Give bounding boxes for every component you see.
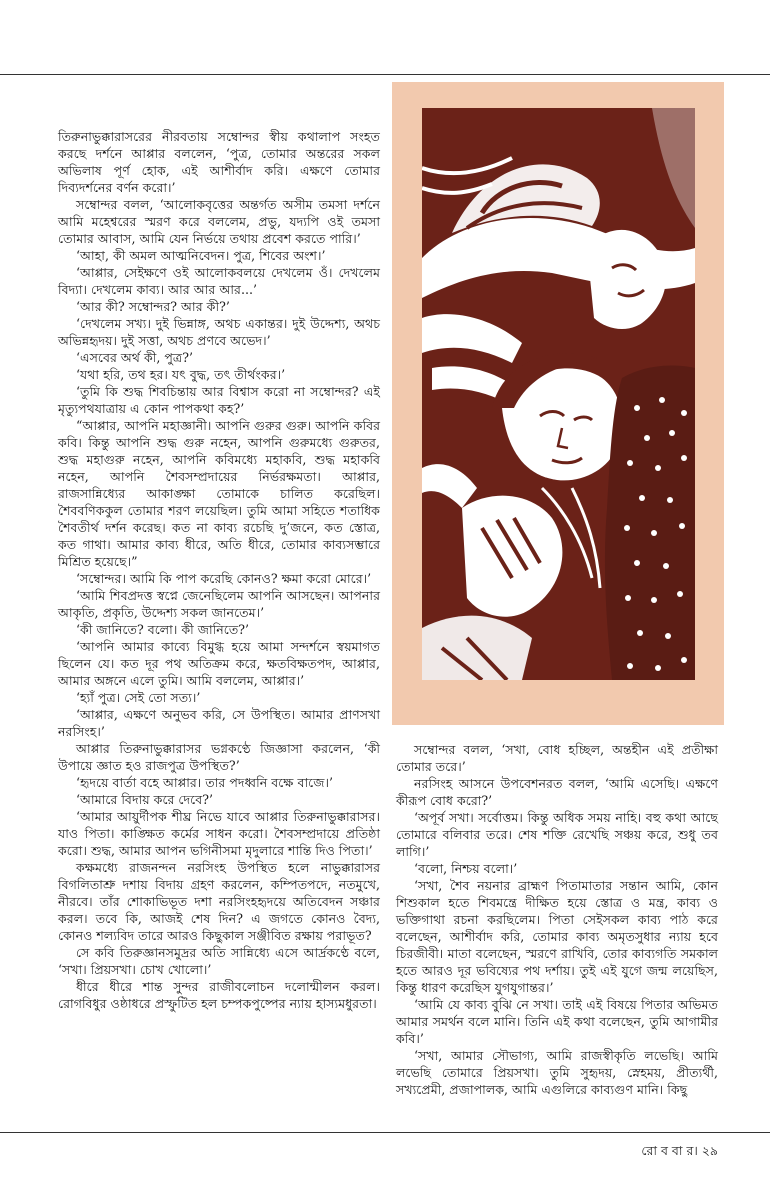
paragraph: ধীরে ধীরে শান্ত সুন্দর রাজীবলোচন দলোন্মীলন করল। রোগবিধুর ওষ্ঠাধরে প্রস্ফুটিত হল চম্পকপুষ্পের ন্যায় হাস্যমধুরতা। (58, 979, 380, 1011)
paragraph: ‘সখা, আমার সৌভাগ্য, আমি রাজস্বীকৃতি লভেছি। আমি লভেছি তোমারে প্রিয়সখা। তুমি সুহৃদয়, স্নেহময়, প্রীত্যর্থী, সখ্যপ্রেমী, প্রজাপালক, আমি এগুলিরে কাব্যগুণ মানি। কিছু (396, 1048, 718, 1097)
illustration-frame (392, 82, 724, 725)
paragraph: সম্বোন্দর বলল, ‘সখা, বোধ হচ্ছিল, অন্তহীন এই প্রতীক্ষা তোমার তরে।’ (396, 742, 718, 774)
paragraph: ‘সম্বোন্দর। আমি কি পাপ করেছি কোনও? ক্ষমা করো মোরে।’ (76, 571, 372, 586)
paragraph: ‘হ্যাঁ পুত্র। সেই তো সত্য।’ (76, 690, 201, 705)
left-text-column (58, 128, 380, 1012)
top-rule (0, 74, 770, 75)
paragraph: ‘আমি শিবপ্রদত্ত স্বপ্নে জেনেছিলেম আপনি আসছেন। আপনার আকৃতি, প্রকৃতি, উদ্দেশ্য সকল জানতেম।’ (58, 588, 380, 620)
paragraph: ‘বলো, নিশ্চয় বলো।’ (414, 861, 518, 876)
paragraph: ‘আহা, কী অমল আত্মনিবেদন। পুত্র, শিবের অংশ।’ (76, 248, 326, 263)
paragraph: নরসিংহ আসনে উপবেশনরত বলল, ‘আমি এসেছি। এক্ষণে কীরূপ বোধ করো?’ (396, 776, 718, 808)
paragraph: ‘আপ্পার, সেইক্ষণে ওই আলোকবলয়ে দেখলেম ওঁ। দেখলেম বিদ্যা। দেখলেম কাব্য। আর আর আর...’ (58, 265, 380, 297)
paragraph: “আপ্পার, আপনি মহাজ্ঞানী। আপনি গুরুর গুরু। আপনি কবির কবি। কিন্তু আপনি শুদ্ধ গুরু নহেন, আপনি গুরুমধ্যে গুরুতর, শুদ্ধ মহাগুরু নহেন, আপনি কবিমধ্যে মহাকবি, শুদ্ধ মহাকবি নহেন, আপনি শৈবসম্প্রদায়ের নির্ভরক্ষমতা। আপ্পার, রাজসান্নিধ্যের আকাঙ্ক্ষা তোমাকে চালিত করেছিল। শৈববণিককুল তোমার শরণ লয়েছিল। তুমি আমা সহিতে শতাধিক শৈবতীর্থ দর্শন করেছ। কত না কাব্য রচেছি দু’জনে, কত স্তোত্র, কত গাথা। আমার কাব্য ধীরে, অতি ধীরে, তোমার কাব্যসম্ভারে মিশ্রিত হয়েছে।” (58, 418, 380, 569)
paragraph: ‘যথা হরি, তথ হর। যৎ বুদ্ধ, তৎ তীর্থংকর।’ (76, 367, 286, 382)
paragraph: আপ্পার তিরুনাভুক্কারাসর ভগ্নকণ্ঠে জিজ্ঞাসা করলেন, ‘কী উপায়ে জ্ঞাত হও রাজপুত্র উপস্থিত?’ (58, 741, 380, 773)
paragraph: ‘অপূর্ব সখা। সর্বোত্তম। কিন্তু অধিক সময় নাহি। বহু কথা আছে তোমারে বলিবার তরে। শেষ শক্তি রেখেছি সঞ্চয় করে, শুধু তব লাগি।’ (396, 810, 718, 859)
paragraph: তিরুনাভুক্কারাসরের নীরবতায় সম্বোন্দর স্বীয় কথালাপ সংহত করছে দর্শনে আপ্পার বললেন, ‘পুত্র, তোমার অন্তরের সকল অভিলাষ পূর্ণ হোক, এই আশীর্বাদ করি। এক্ষণে তোমার দিব্যদর্শনের বর্ণন করো।’ (58, 129, 380, 195)
paragraph: ‘আমারে বিদায় করে দেবে?’ (76, 792, 213, 807)
bottom-rule (0, 1132, 770, 1133)
paragraph: ‘তুমি কি শুদ্ধ শিবচিন্তায় আর বিশ্বাস করো না সম্বোন্দর? এই মৃত্যুপথযাত্রায় এ কোন পাপকথা কহ?’ (58, 384, 380, 416)
paragraph: ‘দেখলেম সখ্য। দুই ভিন্নাঙ্গ, অথচ একান্তর। দুই উদ্দেশ্য, অথচ অভিন্নহৃদয়। দুই সত্তা, অথচ প্রণবে অভেদ।’ (58, 316, 380, 348)
page-folio: রো ব বা র। ২৯ (641, 1143, 718, 1158)
paragraph: ‘আর কী? সম্বোন্দর? আর কী?’ (76, 299, 230, 314)
paragraph: ‘আমি যে কাব্য বুঝি নে সখা। তাই এই বিষয়ে পিতার অভিমত আমার সমর্থন বলে মানি। তিনি এই কথা বলেছেন, তুমি আগামীর কবি।’ (396, 997, 718, 1046)
right-text-column (396, 741, 718, 1098)
paragraph: ‘হৃদয়ে বার্তা বহে আপ্পার। তার পদধ্বনি বক্ষে বাজে।’ (76, 775, 333, 790)
paragraph: সে কবি তিরুজ্ঞানসমুদ্রর অতি সান্নিধ্যে এসে আর্দ্রকণ্ঠে বলে, ‘সখা। প্রিয়সখা। চোখ খোলো।’ (58, 945, 380, 977)
paragraph: ‘আপ্পার, এক্ষণে অনুভব করি, সে উপস্থিত। আমার প্রাণসখা নরসিংহ।’ (58, 707, 380, 739)
paragraph: ‘সখা, শৈব নয়নার ব্রাহ্মণ পিতামাতার সন্তান আমি, কোন শিশুকাল হতে শিবমন্ত্রে দীক্ষিত হয়ে স্তোত্র ও মন্ত্র, কাব্য ও ভক্তিগাথা রচনা করছিলেম। পিতা সেইসকল কাব্য পাঠ করে বলেছেন, আশীর্বাদ করি, তোমার কাব্য অমৃতসুধার ন্যায় হবে চিরজীবী। মাতা বলেছেন, স্মরণে রাখিবি, তোর কাব্যগতি সমকাল হতে আরও দূর ভবিষ্যের পথ দর্শায়। তুই এই যুগে জন্ম লয়েছিস, কিন্তু ধারণ করেছিস যুগযুগান্তর।’ (396, 878, 718, 995)
paragraph: কক্ষমধ্যে রাজনন্দন নরসিংহ উপস্থিত হলে নাভুক্কারাসর বিগলিতাশ্রু দশায় বিদায় গ্রহণ করলেন, কম্পিতপদে, নতমুখে, নীরবে। তাঁর শোকাভিভূত দশা নরসিংহহৃদয়ে অতিবেদন সঞ্চার করল। তবে কি, আজই শেষ দিন? এ জগতে কোনও বৈদ্য, কোনও শল্যবিদ তারে আরও কিছুকাল সঞ্জীবিত রক্ষায় পরাভূত? (58, 860, 380, 943)
woodcut-illustration (422, 108, 695, 680)
paragraph: ‘এসবের অর্থ কী, পুত্র?’ (76, 350, 193, 365)
paragraph: ‘আপনি আমার কাব্যে বিমুগ্ধ হয়ে আমা সন্দর্শনে স্বয়মাগত ছিলেন যে। কত দূর পথ অতিক্রম করে, ক্ষতবিক্ষতপদ, আপ্পার, আমার অঙ্গনে এলে তুমি। আমি বললেম, আপ্পার।’ (58, 639, 380, 688)
paragraph: সম্বোন্দর বলল, ‘আলোকবৃত্তের অন্তর্গত অসীম তমসা দর্শনে আমি মহেশ্বরের স্মরণ করে বললেম, প্রভু, যদ্যপি ওই তমসা তোমার আবাস, আমি যেন নির্ভয়ে তথায় প্রবেশ করতে পারি।’ (58, 197, 380, 246)
paragraph: ‘কী জানিতে? বলো। কী জানিতে?’ (76, 622, 250, 637)
paragraph: ‘আমার আয়ুর্দীপক শীঘ্র নিভে যাবে আপ্পার তিরুনাভুক্কারাসর। যাও পিতা। কাঙ্ক্ষিত কর্মের সাধন করো। শৈবসম্প্রদায়ে প্রতিষ্ঠা করো। শুদ্ধ, আমার আপন ভগিনীসমা মৃদুলারে শান্তি দিও পিতা।’ (58, 809, 380, 858)
